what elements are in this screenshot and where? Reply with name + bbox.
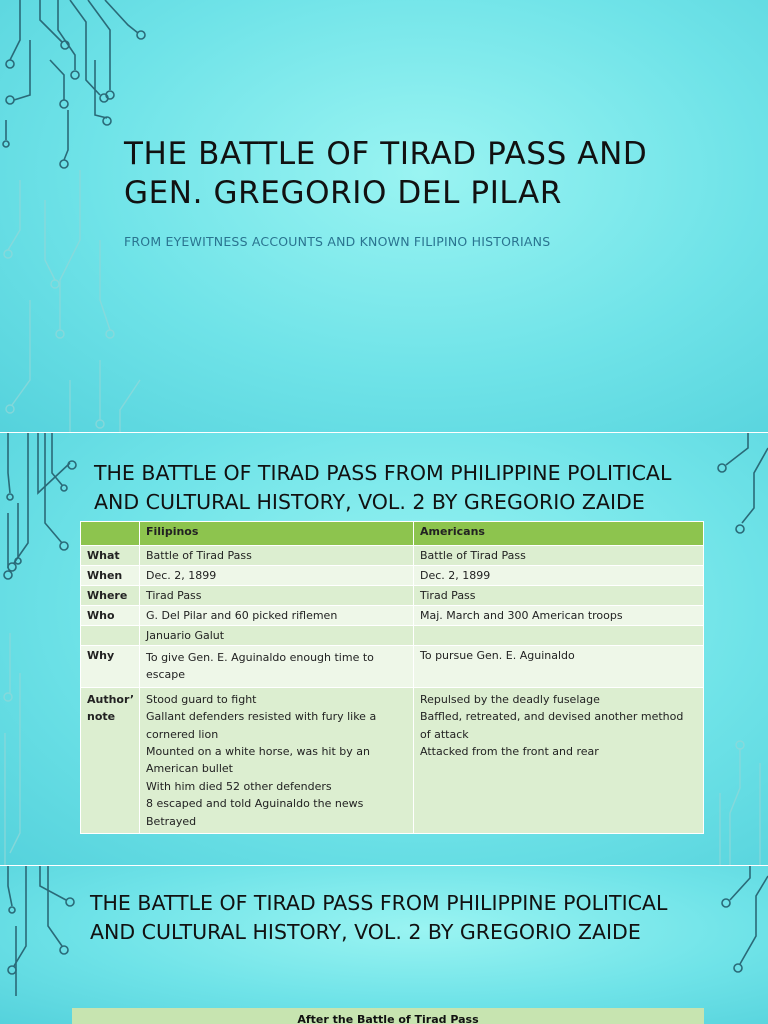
slide-title xyxy=(90,889,730,947)
column-header xyxy=(81,522,140,546)
row-label xyxy=(81,687,140,833)
table-cell: G. Del Pilar and 60 picked riflemen xyxy=(140,606,414,626)
row-label: What xyxy=(81,546,140,566)
table-cell xyxy=(414,687,704,833)
title-line: THE BATTLE OF TIRAD PASS AND xyxy=(124,136,648,172)
table-header-row xyxy=(81,522,704,546)
row-label: Why xyxy=(81,646,140,688)
table-cell: Maj. March and 300 American troops xyxy=(414,606,704,626)
table-cell xyxy=(140,646,414,688)
table-row xyxy=(81,586,704,606)
cell-line: To give Gen. E. Aguinaldo enough time to xyxy=(146,651,374,664)
table-row xyxy=(81,606,704,626)
cell-line: Gallant defenders resisted with fury like a xyxy=(146,710,377,724)
cell-line: Betrayed xyxy=(146,814,197,828)
cell-line: note xyxy=(87,710,116,724)
cell-line: Mounted on a white horse, was hit by an xyxy=(146,745,370,759)
table-cell xyxy=(140,687,414,833)
cell-line: American bullet xyxy=(146,762,233,776)
title-line: GEN. GREGORIO DEL PILAR xyxy=(124,175,562,211)
table-cell: To pursue Gen. E. Aguinaldo xyxy=(414,646,704,688)
row-label xyxy=(81,626,140,646)
cell-line: escape xyxy=(146,668,186,682)
table-cell: Battle of Tirad Pass xyxy=(414,546,704,566)
column-header-filipinos: Filipinos xyxy=(140,522,414,546)
row-label: Where xyxy=(81,586,140,606)
table-row xyxy=(81,546,704,566)
cell-line: Baffled, retreated, and devised another method xyxy=(420,710,684,724)
row-label: When xyxy=(81,566,140,586)
comparison-table xyxy=(80,521,704,834)
table-cell: Dec. 2, 1899 xyxy=(140,566,414,586)
column-header-americans: Americans xyxy=(414,522,704,546)
cell-line: of attack xyxy=(420,727,469,741)
title-line: AND CULTURAL HISTORY, VOL. 2 BY GREGORIO ZAIDE xyxy=(94,490,645,514)
cell-line: Author’ xyxy=(87,692,135,706)
table-cell: Tirad Pass xyxy=(414,586,704,606)
table-cell xyxy=(414,626,704,646)
presentation-subtitle: FROM EYEWITNESS ACCOUNTS AND KNOWN FILIPINO HISTORIANS xyxy=(124,234,551,249)
table-cell: Dec. 2, 1899 xyxy=(414,566,704,586)
table-row xyxy=(81,646,704,688)
table-row xyxy=(81,687,704,833)
cell-line: 8 escaped and told Aguinaldo the news xyxy=(146,797,364,811)
table-row xyxy=(81,626,704,646)
cell-line: Attacked from the front and rear xyxy=(420,745,599,759)
aftermath-table-header: After the Battle of Tirad Pass xyxy=(72,1008,704,1024)
circuit-pattern-left xyxy=(0,433,80,865)
cell-line: Repulsed by the deadly fuselage xyxy=(420,692,600,706)
cell-line: cornered lion xyxy=(146,727,219,741)
title-line: THE BATTLE OF TIRAD PASS FROM PHILIPPINE POLITICAL xyxy=(94,461,672,485)
title-slide xyxy=(0,0,768,432)
row-label: Who xyxy=(81,606,140,626)
table-cell: Battle of Tirad Pass xyxy=(140,546,414,566)
title-line: AND CULTURAL HISTORY, VOL. 2 BY GREGORIO ZAIDE xyxy=(90,920,641,944)
cell-line: Stood guard to fight xyxy=(146,692,257,706)
presentation-title xyxy=(124,135,724,213)
cell-line: With him died 52 other defenders xyxy=(146,779,332,793)
aftermath-slide xyxy=(0,866,768,1024)
title-line: THE BATTLE OF TIRAD PASS FROM PHILIPPINE POLITICAL xyxy=(90,891,668,915)
slide-title xyxy=(94,459,734,517)
table-cell: Januario Galut xyxy=(140,626,414,646)
table-row xyxy=(81,566,704,586)
circuit-pattern-left xyxy=(0,0,150,432)
table-cell: Tirad Pass xyxy=(140,586,414,606)
circuit-pattern-left xyxy=(0,866,80,1024)
